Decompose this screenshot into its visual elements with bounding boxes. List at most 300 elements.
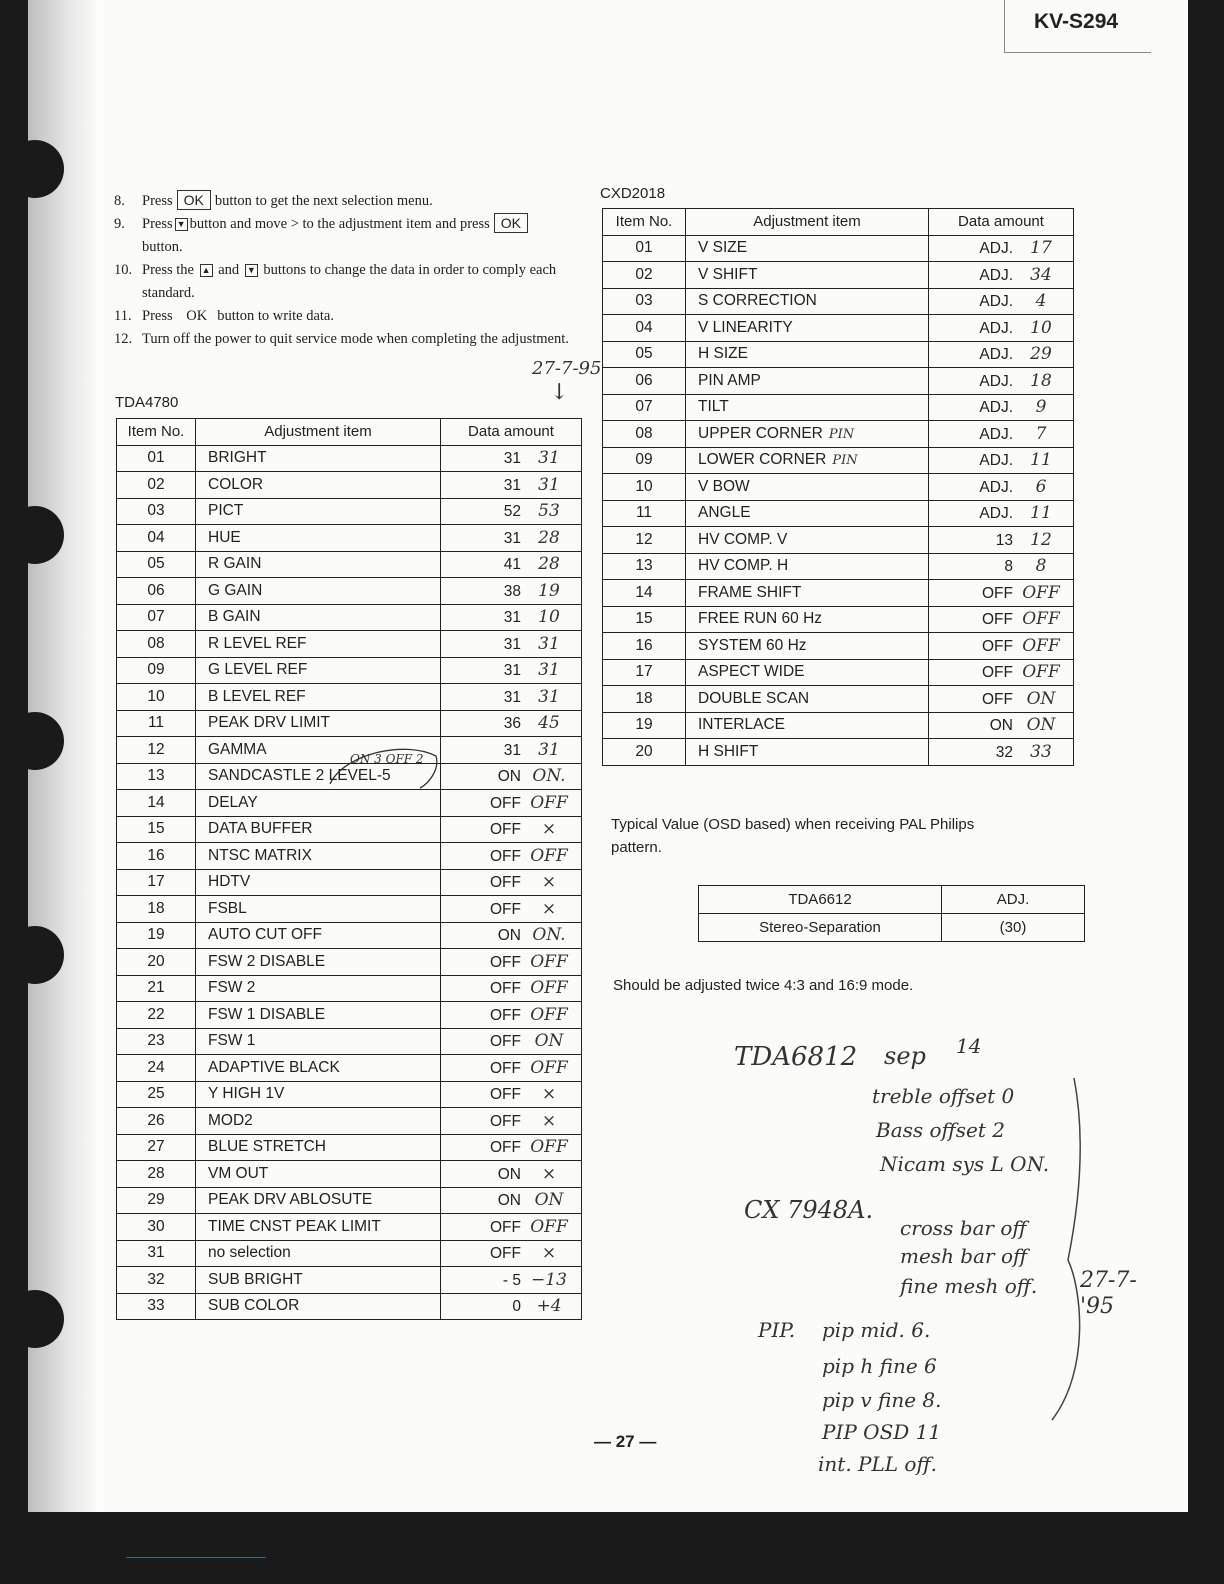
- item-number: 05: [117, 551, 196, 578]
- table-row: [603, 500, 1074, 527]
- step-12: 12. Turn off the power to quit service mode when completing the adjustment.: [114, 331, 569, 347]
- data-amount: [441, 445, 582, 472]
- item-number: 01: [117, 445, 196, 472]
- handwritten-value: 11: [1030, 450, 1052, 471]
- handwritten-value: ON: [1026, 715, 1056, 736]
- adjustment-item: V BOW: [686, 474, 929, 501]
- printed-value: OFF: [490, 1139, 521, 1157]
- adjustment-item: G GAIN: [196, 578, 441, 605]
- item-number: 21: [117, 975, 196, 1002]
- table-row: [117, 551, 582, 578]
- item-number: 03: [117, 498, 196, 525]
- handwritten-date: 27-7-'95: [1080, 1268, 1137, 1319]
- handwritten-value: OFF: [530, 845, 568, 866]
- data-amount: [929, 659, 1074, 686]
- handwritten-value: 10: [538, 607, 560, 628]
- handwritten-note: pip h fine 6: [822, 1354, 937, 1378]
- adjustment-item: S CORRECTION: [686, 288, 929, 315]
- adjustment-item: UPPER CORNER PIN: [686, 421, 929, 448]
- data-amount: [929, 686, 1074, 713]
- table-row: [117, 816, 582, 843]
- adjustment-item: INTERLACE: [686, 712, 929, 739]
- item-number: 05: [603, 341, 686, 368]
- arrow-down-icon: ↓: [550, 380, 569, 405]
- data-amount: [929, 262, 1074, 289]
- handwritten-note: sep: [884, 1042, 926, 1070]
- printed-value: OFF: [982, 664, 1013, 682]
- printed-value: OFF: [490, 1059, 521, 1077]
- printed-value: ADJ.: [979, 266, 1013, 284]
- adjustment-item: HV COMP. H: [686, 553, 929, 580]
- handwritten-value: ON: [534, 1190, 564, 1211]
- item-number: 20: [603, 739, 686, 766]
- data-amount: [441, 1293, 582, 1320]
- ok-key: OK: [177, 190, 211, 210]
- printed-value: 31: [503, 450, 521, 468]
- printed-value: ADJ.: [979, 346, 1013, 364]
- data-amount: [441, 949, 582, 976]
- item-number: 13: [117, 763, 196, 790]
- handwritten-value: ×: [541, 1243, 557, 1264]
- table-row: [117, 1187, 582, 1214]
- handwritten-note: CX 7948A.: [744, 1196, 874, 1224]
- adjustment-item: V SHIFT: [686, 262, 929, 289]
- adjustment-item: PEAK DRV ABLOSUTE: [196, 1187, 441, 1214]
- punch-hole: [6, 140, 64, 198]
- printed-value: OFF: [490, 794, 521, 812]
- handwritten-value: 9: [1035, 397, 1047, 418]
- handwritten-value: ×: [541, 898, 557, 919]
- item-number: 03: [603, 288, 686, 315]
- manual-page: [28, 0, 1188, 1512]
- item-number: 14: [603, 580, 686, 607]
- item-number: 17: [603, 659, 686, 686]
- date-note: 27-7-95: [532, 358, 602, 379]
- handwritten-value: ×: [541, 819, 557, 840]
- table-row: [117, 684, 582, 711]
- punch-hole: [6, 1290, 64, 1348]
- table-row: [603, 421, 1074, 448]
- adjustment-item: PICT: [196, 498, 441, 525]
- table-row: [117, 1028, 582, 1055]
- printed-value: OFF: [490, 1218, 521, 1236]
- adjustment-item: DELAY: [196, 790, 441, 817]
- data-amount: [441, 551, 582, 578]
- gamma-note: ON 3 OFF 2: [350, 752, 424, 766]
- item-number: 30: [117, 1214, 196, 1241]
- printed-value: ADJ.: [979, 478, 1013, 496]
- table-row: [117, 525, 582, 552]
- adjustment-item: ANGLE: [686, 500, 929, 527]
- data-amount: [441, 1081, 582, 1108]
- data-amount: [441, 578, 582, 605]
- handwritten-value: 17: [1030, 238, 1052, 259]
- tda4780-table: [116, 418, 582, 1320]
- item-number: 07: [603, 394, 686, 421]
- adjustment-item: PIN AMP: [686, 368, 929, 395]
- table-row: [603, 686, 1074, 713]
- printed-value: OFF: [490, 847, 521, 865]
- item-number: 04: [603, 315, 686, 342]
- item-number: 16: [117, 843, 196, 870]
- adjustment-item: DATA BUFFER: [196, 816, 441, 843]
- adjustment-item: FSW 1 DISABLE: [196, 1002, 441, 1029]
- down-key-icon: ▼: [245, 264, 258, 277]
- ok-key-text: OK: [186, 308, 208, 324]
- up-key-icon: ▲: [200, 264, 213, 277]
- printed-value: ADJ.: [979, 425, 1013, 443]
- data-amount: [929, 739, 1074, 766]
- item-number: 25: [117, 1081, 196, 1108]
- handwritten-value: 31: [538, 448, 560, 469]
- table-row: [603, 712, 1074, 739]
- handwritten-value: 29: [1030, 344, 1052, 365]
- printed-value: 8: [1004, 558, 1013, 576]
- printed-value: OFF: [490, 1086, 521, 1104]
- printed-value: OFF: [490, 1112, 521, 1130]
- item-number: 08: [117, 631, 196, 658]
- handwritten-note: mesh bar off: [900, 1244, 1028, 1268]
- printed-value: ADJ.: [979, 293, 1013, 311]
- handwritten-value: OFF: [1022, 609, 1060, 630]
- data-amount: [441, 1055, 582, 1082]
- printed-value: OFF: [982, 584, 1013, 602]
- adjustment-item: SUB COLOR: [196, 1293, 441, 1320]
- data-amount: [441, 604, 582, 631]
- table-row: [117, 710, 582, 737]
- adjustment-item: R GAIN: [196, 551, 441, 578]
- item-number: 15: [117, 816, 196, 843]
- item-number: 13: [603, 553, 686, 580]
- adjustment-item: AUTO CUT OFF: [196, 922, 441, 949]
- item-number: 28: [117, 1161, 196, 1188]
- table-row: [117, 1134, 582, 1161]
- item-number: 04: [117, 525, 196, 552]
- handwritten-note: fine mesh off.: [900, 1274, 1038, 1298]
- data-amount: [441, 869, 582, 896]
- printed-value: OFF: [490, 874, 521, 892]
- handwritten-value: 34: [1030, 264, 1052, 285]
- page-number: — 27 —: [594, 1432, 657, 1451]
- adjustment-item: FSW 1: [196, 1028, 441, 1055]
- table-row: [117, 1002, 582, 1029]
- adjustment-item: Y HIGH 1V: [196, 1081, 441, 1108]
- printed-value: OFF: [490, 1033, 521, 1051]
- handwritten-value: 31: [538, 739, 560, 760]
- item-number: 19: [603, 712, 686, 739]
- data-amount: [929, 447, 1074, 474]
- handwritten-value: ×: [541, 1084, 557, 1105]
- handwritten-note: Nicam sys L ON.: [880, 1152, 1050, 1176]
- table-row: [117, 1240, 582, 1267]
- adjustment-item: B GAIN: [196, 604, 441, 631]
- adjustment-item: TIME CNST PEAK LIMIT: [196, 1214, 441, 1241]
- adjustment-item: H SIZE: [686, 341, 929, 368]
- adjustment-item: FSBL: [196, 896, 441, 923]
- handwritten-note: cross bar off: [900, 1216, 1027, 1240]
- printed-value: OFF: [490, 1245, 521, 1263]
- handwritten-value: 10: [1030, 317, 1052, 338]
- table-row: [603, 368, 1074, 395]
- step-9: 9. Press ▼ button and move > to the adjustment item and press OK button.: [114, 213, 604, 259]
- item-number: 02: [117, 472, 196, 499]
- handwritten-value: ×: [541, 1110, 557, 1131]
- data-amount: [441, 525, 582, 552]
- table-row: [117, 1267, 582, 1294]
- handwritten-note: PIP.: [758, 1318, 796, 1342]
- printed-value: 41: [503, 556, 521, 574]
- printed-value: OFF: [490, 821, 521, 839]
- table-row: [117, 498, 582, 525]
- data-amount: [929, 288, 1074, 315]
- adjustment-item: SYSTEM 60 Hz: [686, 633, 929, 660]
- item-number: 24: [117, 1055, 196, 1082]
- handwritten-value: ON.: [532, 925, 566, 946]
- down-key-icon: ▼: [175, 218, 188, 231]
- data-amount: [929, 527, 1074, 554]
- printed-value: 31: [503, 609, 521, 627]
- handwritten-value: OFF: [1022, 662, 1060, 683]
- item-number: 09: [117, 657, 196, 684]
- table-row: [603, 394, 1074, 421]
- handwritten-value: OFF: [1022, 635, 1060, 656]
- typical-value-note: Typical Value (OSD based) when receiving PAL Philips pattern.: [611, 816, 975, 856]
- printed-value: 31: [503, 529, 521, 547]
- handwritten-value: ×: [541, 872, 557, 893]
- handwritten-note: pip mid. 6.: [822, 1318, 931, 1342]
- item-number: 10: [117, 684, 196, 711]
- data-amount: [441, 1240, 582, 1267]
- table-row: [117, 445, 582, 472]
- printed-value: 32: [995, 743, 1013, 761]
- printed-value: 52: [503, 503, 521, 521]
- printed-value: 31: [503, 476, 521, 494]
- item-number: 22: [117, 1002, 196, 1029]
- adjustment-item: FRAME SHIFT: [686, 580, 929, 607]
- item-number: 11: [117, 710, 196, 737]
- table-row: [117, 1055, 582, 1082]
- col-header: Item No.: [117, 419, 196, 446]
- handwritten-value: ×: [541, 1163, 557, 1184]
- adjustment-item: BRIGHT: [196, 445, 441, 472]
- table-row: [117, 790, 582, 817]
- item-number: 19: [117, 922, 196, 949]
- col-header: Item No.: [603, 209, 686, 236]
- item-number: 12: [603, 527, 686, 554]
- adjustment-item: H SHIFT: [686, 739, 929, 766]
- handwritten-value: 6: [1035, 476, 1047, 497]
- col-header: Adjustment item: [686, 209, 929, 236]
- data-amount: [929, 394, 1074, 421]
- table-row: [603, 288, 1074, 315]
- adjust-twice-note: Should be adjusted twice 4:3 and 16:9 mode.: [613, 977, 914, 994]
- printed-value: ADJ.: [979, 319, 1013, 337]
- handwritten-note: PIP OSD 11: [822, 1420, 942, 1444]
- printed-value: ADJ.: [979, 399, 1013, 417]
- item-number: 18: [603, 686, 686, 713]
- adjustment-item: GAMMA: [196, 737, 441, 764]
- printed-value: ON: [989, 717, 1013, 735]
- procedure-steps: [114, 190, 604, 351]
- data-amount: [441, 710, 582, 737]
- adjustment-item: R LEVEL REF: [196, 631, 441, 658]
- table-row: [603, 606, 1074, 633]
- stereo-separation-value: (30): [942, 914, 1085, 942]
- handwritten-value: 19: [538, 580, 560, 601]
- step-10: 10. Press the ▲ and ▼ buttons to change the data in order to comply each standard.: [114, 262, 557, 301]
- data-amount: [441, 1002, 582, 1029]
- data-amount: [929, 500, 1074, 527]
- cxd2018-title: CXD2018: [600, 185, 666, 202]
- data-amount: [441, 657, 582, 684]
- adjustment-item: no selection: [196, 1240, 441, 1267]
- tda6612-table: [698, 885, 1085, 942]
- data-amount: [441, 1108, 582, 1135]
- ok-key: OK: [494, 213, 528, 233]
- handwritten-value: 31: [538, 633, 560, 654]
- item-number: 14: [117, 790, 196, 817]
- data-amount: [441, 1028, 582, 1055]
- adjustment-item: FSW 2: [196, 975, 441, 1002]
- data-amount: [441, 922, 582, 949]
- item-number: 09: [603, 447, 686, 474]
- table-row: [117, 975, 582, 1002]
- data-amount: [441, 498, 582, 525]
- handwritten-value: 28: [538, 554, 560, 575]
- step-8: 8. Press OK button to get the next selection menu.: [114, 192, 433, 209]
- adjustment-item: MOD2: [196, 1108, 441, 1135]
- item-number: 06: [603, 368, 686, 395]
- data-amount: [441, 975, 582, 1002]
- handwritten-value: 45: [538, 713, 560, 734]
- handwritten-note: int. PLL off.: [818, 1452, 937, 1476]
- handwritten-value: 28: [538, 527, 560, 548]
- item-number: 08: [603, 421, 686, 448]
- table-row: [117, 1293, 582, 1320]
- data-amount: [441, 843, 582, 870]
- handwritten-value: ON: [1026, 688, 1056, 709]
- punch-hole: [6, 926, 64, 984]
- printed-value: ON: [497, 1165, 521, 1183]
- adjustment-item: ADAPTIVE BLACK: [196, 1055, 441, 1082]
- handwritten-value: OFF: [530, 1216, 568, 1237]
- col-header: Adjustment item: [196, 419, 441, 446]
- data-amount: [441, 631, 582, 658]
- item-number: 11: [603, 500, 686, 527]
- handwritten-note: treble offset 0: [872, 1084, 1015, 1108]
- printed-value: 36: [503, 715, 521, 733]
- stereo-separation-label: Stereo-Separation: [699, 914, 942, 942]
- data-amount: [929, 341, 1074, 368]
- handwritten-bracket: [1038, 1070, 1098, 1430]
- table-row: [603, 553, 1074, 580]
- printed-value: ADJ.: [979, 505, 1013, 523]
- handwritten-value: OFF: [1022, 582, 1060, 603]
- adjustment-item: HUE: [196, 525, 441, 552]
- tda6612-header: TDA6612: [699, 886, 942, 914]
- data-amount: [441, 763, 582, 790]
- gamma-circle: [324, 744, 444, 790]
- adjustment-item: FSW 2 DISABLE: [196, 949, 441, 976]
- data-amount: [929, 421, 1074, 448]
- item-number: 33: [117, 1293, 196, 1320]
- item-number: 20: [117, 949, 196, 976]
- printed-value: ON: [497, 768, 521, 786]
- printed-value: 31: [503, 741, 521, 759]
- adjustment-item: PEAK DRV LIMIT: [196, 710, 441, 737]
- adjustment-item: ASPECT WIDE: [686, 659, 929, 686]
- data-amount: [929, 474, 1074, 501]
- handwritten-value: 8: [1035, 556, 1047, 577]
- adjustment-item: HV COMP. V: [686, 527, 929, 554]
- data-amount: [441, 472, 582, 499]
- handwritten-value: ON.: [532, 766, 566, 787]
- data-amount: [929, 606, 1074, 633]
- adjustment-item: COLOR: [196, 472, 441, 499]
- handwritten-value: 7: [1035, 423, 1047, 444]
- printed-value: - 5: [502, 1271, 521, 1289]
- adjustment-item: DOUBLE SCAN: [686, 686, 929, 713]
- item-number: 01: [603, 235, 686, 262]
- adjustment-item: FREE RUN 60 Hz: [686, 606, 929, 633]
- handwritten-note: PIN: [828, 426, 855, 442]
- model-number: KV-S294: [1034, 10, 1119, 33]
- handwritten-value: 18: [1030, 370, 1052, 391]
- item-number: 27: [117, 1134, 196, 1161]
- table-row: [117, 1161, 582, 1188]
- punch-hole: [6, 506, 64, 564]
- handwritten-value: 31: [538, 686, 560, 707]
- col-header: Data amount: [929, 209, 1074, 236]
- table-row: [603, 633, 1074, 660]
- printed-value: OFF: [490, 900, 521, 918]
- data-amount: [929, 553, 1074, 580]
- item-number: 06: [117, 578, 196, 605]
- printed-value: OFF: [982, 637, 1013, 655]
- table-row: [603, 527, 1074, 554]
- handwritten-value: OFF: [530, 1057, 568, 1078]
- printed-value: ADJ.: [979, 452, 1013, 470]
- table-row: [117, 869, 582, 896]
- adjustment-item: LOWER CORNER PIN: [686, 447, 929, 474]
- data-amount: [441, 1161, 582, 1188]
- printed-value: ON: [497, 1192, 521, 1210]
- cxd2018-table: [602, 208, 1074, 766]
- data-amount: [441, 896, 582, 923]
- handwritten-note: Bass offset 2: [876, 1118, 1005, 1142]
- printed-value: OFF: [490, 980, 521, 998]
- item-number: 07: [117, 604, 196, 631]
- adjustment-item: TILT: [686, 394, 929, 421]
- table-row: [117, 922, 582, 949]
- data-amount: [929, 580, 1074, 607]
- table-row: [117, 949, 582, 976]
- handwritten-value: −13: [531, 1269, 567, 1290]
- handwritten-note: TDA6812: [734, 1042, 858, 1072]
- adjustment-item: SUB BRIGHT: [196, 1267, 441, 1294]
- printed-value: ADJ.: [979, 372, 1013, 390]
- printed-value: ON: [497, 927, 521, 945]
- data-amount: [441, 1214, 582, 1241]
- handwritten-value: OFF: [530, 1004, 568, 1025]
- handwritten-value: OFF: [530, 792, 568, 813]
- table-row: [603, 341, 1074, 368]
- data-amount: [929, 368, 1074, 395]
- data-amount: [441, 816, 582, 843]
- handwritten-value: OFF: [530, 1137, 568, 1158]
- printed-value: OFF: [490, 953, 521, 971]
- item-number: 16: [603, 633, 686, 660]
